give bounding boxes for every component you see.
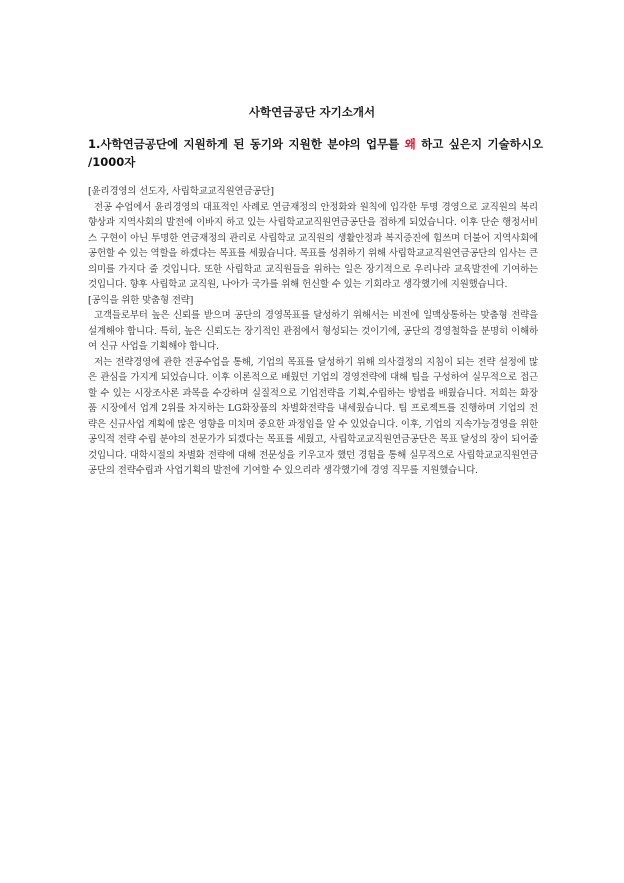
question-text-start: 1.사학연금공단에 지원하게 된 동기와 지원한 분야의 업무를 — [88, 137, 405, 151]
answer-body — [88, 184, 538, 479]
question-heading — [88, 135, 543, 171]
section-ethics-paragraph: 전공 수업에서 윤리경영의 대표적인 사례로 연금재정의 안정화와 원칙에 입각한 투명 경영으로 교직원의 복리향상과 지역사회의 발전에 이바지 하고 있는 사립학교교직원연금공단을 접하게 되었습니다. 이후 단순 행정서비스 구현이 아닌 투명한 연금재정의 관리로 사립학교 교직원의 생활안정과 복지증진에 힘쓰며 더불어 지역사회에 공헌할 수 있는 역할을 하겠다는 목표를 세웠습니다. 목표를 성취하기 위해 사립학교교직원연금공단의 입사는 큰 의미를 가지다 줄 것입니다. 또한 사립학교 교직원들을 위하는 일은 장기적으로 우리나라 교육발전에 기여하는 것입니다. 향후 사립학교 교직원, 나아가 국가를 위해 헌신할 수 있는 기회라고 생각했기에 지원했습니다. — [88, 201, 538, 290]
section-strategy-paragraph-1: 고객들로부터 높은 신뢰를 받으며 공단의 경영목표를 달성하기 위해서는 비전에 일맥상통하는 맞춤형 전략을 설계해야 합니다. 특히, 높은 신뢰도는 장기적인 관점에서 형성되는 것이기에, 공단의 경영철학을 분명히 이해하여 신규 사업을 기획해야 합니다. — [88, 310, 538, 352]
section-heading-ethics: [윤리경영의 선도자, 사립학교교직원연금공단] — [88, 186, 274, 197]
section-strategy-paragraph-2: 저는 전략경영에 관한 전공수업을 통해, 기업의 목표를 달성하기 위해 의사결정의 지침이 되는 전략 설정에 많은 관심을 가지게 되었습니다. 이후 이론적으로 배웠던 기업의 경영전략에 대해 팀을 구성하여 실무적으로 접근할 수 있는 시장조사론 과목을 수강하며 실질적으로 기업전략을 기획,수립하는 방법을 배웠습니다. 저희는 화장품 시장에서 업계 2위를 차지하는 LG화장품의 차별화전략을 내세웠습니다. 팀 프로젝트를 진행하며 기업의 전략은 신규사업 계획에 많은 영향을 미치며 중요한 과정임을 알 수 있었습니다. 이후, 기업의 지속가능경영을 위한 공익적 전략 수립 분야의 전문가가 되겠다는 목표를 세웠고, 사립학교교직원연금공단은 목표 달성의 장이 되어줄 것입니다. 대학시절의 차별화 전략에 대해 전문성을 키우고자 했던 경험을 통해 실무적으로 사립학교교직원연금공단의 전략수립과 사업기획의 발전에 기여할 수 있으리라 생각했기에 경영 직무를 지원했습니다. — [88, 356, 538, 476]
section-heading-strategy: [공익을 위한 맞춤형 전략] — [88, 294, 194, 306]
document-title: 사학연금공단 자기소개서 — [248, 105, 376, 119]
question-highlight-word: 왜 — [404, 137, 416, 151]
question-text-end: 하고 싶은지 기술하시오 /1000자 — [88, 137, 543, 169]
